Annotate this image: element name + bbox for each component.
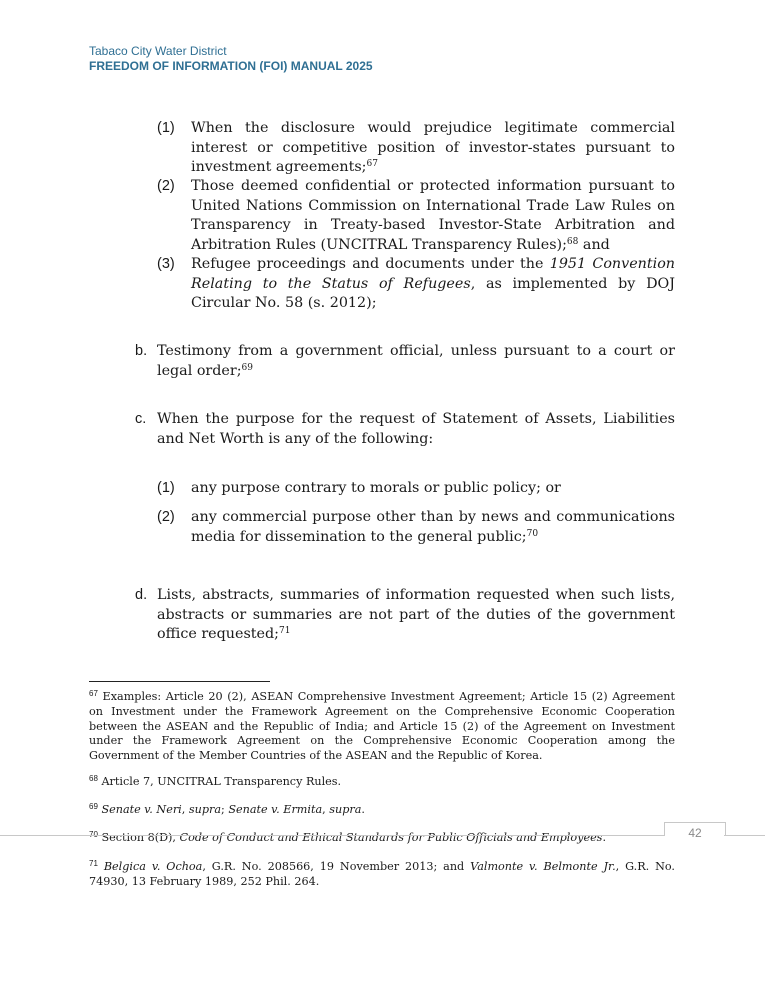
footnote-text: , G.R. No. 74930, 13 February 1989, 252 Phil. 264.	[89, 860, 675, 888]
list-marker: (3)	[157, 256, 175, 272]
header-organization: Tabaco City Water District	[89, 44, 227, 58]
footnote-text: Examples: Article 20 (2), ASEAN Comprehensive Investment Agreement; Article 15 (2) Agreement on Investment under the Framework Agreement on the Comprehensive Economic Cooperation between the ASEAN and the Republic of India; and Article 15 (2) of the Agreement on Investment under the Framework Agreement on the Comprehensive Economic Cooperation among the Government of the Member Countries of the ASEAN and the Republic of Korea.	[89, 690, 675, 763]
footnote-ref[interactable]: 71	[278, 626, 291, 636]
list-item	[157, 255, 676, 314]
page-number: 42	[664, 822, 726, 836]
list-item-text: Those deemed confidential or protected information pursuant to United Nations Commission on International Trade Law Rules on Transparency in Treaty-based Investor-State Arbitration and Arbitration Rules (UNCITRAL Transparency Rules);	[191, 178, 675, 253]
list-item	[157, 508, 675, 547]
list-item	[157, 119, 675, 178]
footnote-text: .	[602, 831, 606, 844]
list-marker: b.	[135, 343, 148, 359]
code-title: Code of Conduct and Ethical Standards for Public Officials and Employees	[179, 831, 603, 844]
case-name: Senate v. Neri	[101, 803, 182, 816]
list-item-text: When the disclosure would prejudice legitimate commercial interest or competitive position of investor-states pursuant to investment agreements;	[191, 120, 675, 175]
footnote-separator	[89, 681, 270, 682]
footnote-text: Article 7, UNCITRAL Transparency Rules.	[101, 775, 342, 788]
case-name: Senate v. Ermita	[228, 803, 323, 816]
footnote-text: ,	[181, 803, 189, 816]
footnote-69	[89, 803, 675, 818]
footnote-ref[interactable]: 67	[366, 159, 378, 169]
footnote-67	[89, 690, 675, 764]
list-marker: (2)	[157, 509, 175, 525]
list-item	[157, 177, 675, 255]
list-item-text: any commercial purpose other than by news and communications media for dissemination to the general public;	[191, 509, 675, 545]
footnote-71	[89, 860, 675, 890]
list-item-d	[135, 586, 675, 645]
list-item-text-end: , as implemented by DOJ Circular No. 58 (s. 2012);	[191, 275, 675, 311]
list-marker: (2)	[157, 178, 175, 194]
footnote-text: ,	[322, 803, 330, 816]
list-marker: d.	[135, 587, 148, 603]
footnote-text: .	[361, 803, 365, 816]
footnote-70	[89, 831, 675, 846]
list-item-c	[135, 410, 675, 449]
list-item-text: When the purpose for the request of Statement of Assets, Liabilities and Net Worth is any of the following:	[157, 411, 675, 447]
list-item-text: Lists, abstracts, summaries of information requested when such lists, abstracts or summaries are not part of the duties of the government office requested;	[157, 587, 675, 642]
list-marker: (1)	[157, 480, 175, 496]
page-header	[89, 44, 373, 74]
footnote-ref[interactable]: 70	[526, 528, 539, 539]
header-manual-title: FREEDOM OF INFORMATION (FOI) MANUAL 2025	[89, 59, 373, 73]
page-footer-rule	[0, 835, 664, 836]
case-name: Valmonte v. Belmonte Jr.	[470, 860, 616, 873]
list-marker: (1)	[157, 120, 175, 136]
page-footer-rule	[724, 835, 765, 836]
convention-title: 1951 Convention Relating to the Status of Refugees	[191, 256, 676, 292]
footnote-number: 69	[89, 802, 98, 811]
footnote-text: , G.R. No. 208566, 19 November 2013; and	[202, 860, 471, 873]
citation-term: supra	[188, 803, 222, 816]
footnote-number: 68	[89, 774, 98, 783]
list-item-text: any purpose contrary to morals or public policy; or	[191, 480, 561, 496]
footnote-68	[89, 775, 675, 790]
list-item	[157, 479, 675, 499]
footnote-ref[interactable]: 68	[566, 236, 579, 247]
footnote-text: Section 8(D),	[101, 831, 180, 844]
case-name: Belgica v. Ochoa	[103, 860, 203, 873]
list-item-text: Testimony from a government official, unless pursuant to a court or legal order;	[157, 343, 675, 379]
footnote-number: 70	[89, 830, 98, 839]
list-item-text: Refugee proceedings and documents under the	[191, 256, 550, 272]
footnote-number: 67	[89, 689, 98, 698]
list-marker: c.	[135, 411, 147, 427]
footnote-number: 71	[89, 859, 98, 868]
footnote-ref[interactable]: 69	[241, 362, 253, 373]
citation-term: supra	[329, 803, 362, 816]
list-item-b	[135, 342, 675, 381]
footnote-text: ;	[221, 803, 229, 816]
list-item-tail: and	[578, 236, 610, 253]
